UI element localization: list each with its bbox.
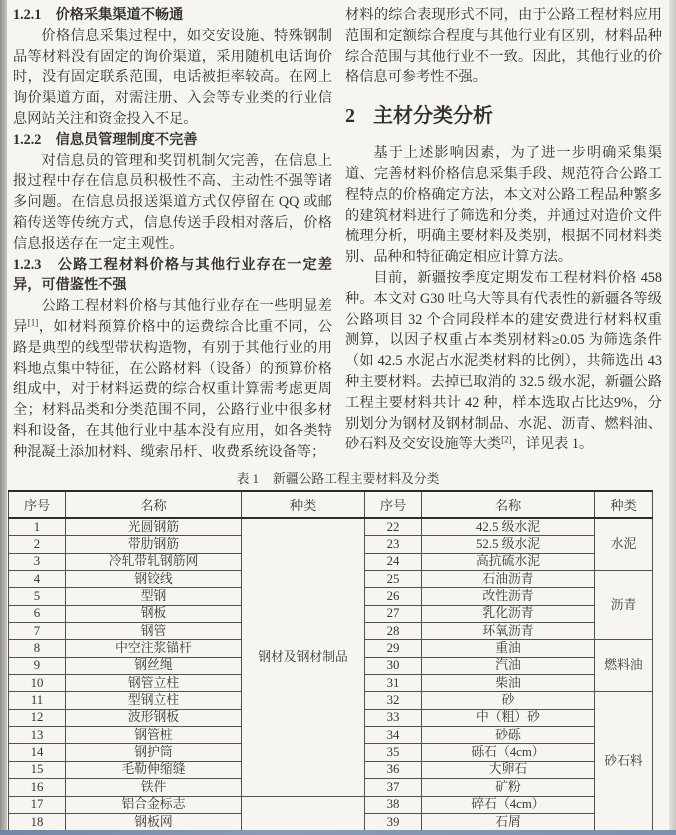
table-cell-no: 33 <box>365 709 422 726</box>
table-cell-name: 钢板网 <box>66 813 242 830</box>
table-cell-name: 型钢 <box>66 588 242 605</box>
para-text: 公路工程材料价格与其他行业存在一些明显差异 <box>13 298 332 335</box>
table-cell-no: 18 <box>9 813 66 830</box>
right-column <box>345 5 662 455</box>
table-cell-name: 汽油 <box>422 657 595 674</box>
table-header-cell: 名称 <box>422 491 595 518</box>
table-cell-no: 27 <box>365 605 422 622</box>
table-cell-no: 8 <box>9 640 66 657</box>
table-cell-no: 5 <box>9 588 66 605</box>
para-text: 目前，新疆按季度定期发布工程材料价格 458 种。本文对 G30 吐乌大等具有代表性的新疆各等级公路项目 32 个合同段样本的建安费进行材料权重测算，以因子权重占本类别材料≥0.05 为筛选条件（如 42.5 水泥占水泥类材料的比例），共筛选出 43 种主要材料。去掉已取消的 32.5 级水泥，新疆公路工程主要材料共计 42 种，样本选取占比达9%，分别划分为钢材及钢材制品、水泥、沥青、燃料油、砂石料及交安设施等大类 <box>345 269 662 453</box>
table-cell-name: 铁件 <box>66 779 242 796</box>
table-body <box>9 518 653 831</box>
table-row <box>9 518 653 536</box>
table-cell-name: 砾石（4cm） <box>422 744 595 761</box>
table-cell-no: 7 <box>9 623 66 640</box>
table-cell-category: 水泥 <box>595 518 653 571</box>
table-cell-name: 中空注浆锚杆 <box>66 640 242 657</box>
table-cell-no: 31 <box>365 675 422 692</box>
table-cell-no: 12 <box>9 709 66 726</box>
citation-ref-2: [2] <box>501 434 512 445</box>
table-cell-no: 36 <box>365 761 422 778</box>
table-cell-name: 钢管立柱 <box>66 675 242 692</box>
table-cell-no: 38 <box>365 796 422 813</box>
table-header-row <box>9 491 653 518</box>
para-section2-2 <box>345 268 662 455</box>
para-continuation: 材料的综合表现形式不同，由于公路工程材料应用范围和定额综合程度与其他行业有区别，材料品种综合范围与其他行业不一致。因此，其他行业的价格信息可参考性不强。 <box>345 7 662 86</box>
materials-table <box>8 490 653 831</box>
table-cell-no: 13 <box>9 727 66 744</box>
table-cell-category: 燃料油 <box>595 640 653 692</box>
table-cell-no: 28 <box>365 623 422 640</box>
table-cell-no: 24 <box>365 553 422 570</box>
table-title <box>0 468 676 487</box>
table-cell-no: 26 <box>365 588 422 605</box>
table-cell-name: 中（粗）砂 <box>422 709 595 726</box>
table-cell-name: 钢管 <box>66 623 242 640</box>
table-cell-name: 砂砾 <box>422 727 595 744</box>
scan-edge-left <box>0 0 7 835</box>
table-cell-no: 9 <box>9 657 66 674</box>
table-cell-name: 42.5 级水泥 <box>422 518 595 536</box>
section-title: 主材分类分析 <box>373 105 493 128</box>
table-cell-no: 25 <box>365 571 422 588</box>
table-cell-name: 冷轧带轧钢筋网 <box>66 553 242 570</box>
heading-1-2-3: 1.2.3 公路工程材料价格与其他行业存在一定差异，可借鉴性不强 <box>13 256 332 294</box>
table-header-cell: 序号 <box>365 491 422 518</box>
table-cell-name: 乳化沥青 <box>422 605 595 622</box>
table-cell-name: 碎石（4cm） <box>422 796 595 813</box>
para-text: ，详见表 1。 <box>511 436 594 453</box>
table-cell-no: 14 <box>9 744 66 761</box>
table-row <box>9 796 653 813</box>
table-cell-no: 23 <box>365 536 422 553</box>
table-title-label: 表 1 <box>236 472 260 486</box>
selection-band <box>0 830 676 835</box>
table-cell-name: 柴油 <box>422 675 595 692</box>
table-header-cell: 名称 <box>66 491 242 518</box>
para-1-2-2: 对信息员的管理和奖罚机制欠完善，在信息上报过程中存在信息员积极性不高、主动性不强等诸多问题。在信息员报送渠道方式仅停留在 QQ 或邮箱传送等传统方式，信息传送手段相对落后，价格信息报送存在一定主观性。 <box>13 152 332 252</box>
left-column <box>13 5 332 463</box>
scan-edge-right <box>669 0 676 835</box>
table-cell-no: 4 <box>9 571 66 588</box>
table-cell-no: 30 <box>365 657 422 674</box>
table-cell-name: 高抗硫水泥 <box>422 553 595 570</box>
table-cell-name: 光圆钢筋 <box>66 518 242 536</box>
table-cell-name: 毛勒伸缩缝 <box>66 761 242 778</box>
table-cell-no: 34 <box>365 727 422 744</box>
table-cell-no: 37 <box>365 779 422 796</box>
heading-1-2-1: 1.2.1 价格采集渠道不畅通 <box>13 7 184 23</box>
table-cell-name: 环氧沥青 <box>422 623 595 640</box>
table-cell-no: 22 <box>365 518 422 536</box>
table-cell-name: 钢铰线 <box>66 571 242 588</box>
para-text: ，如材料预算价格中的运费综合比重不同，公路是典型的线型带状构造物，有别于其他行业的用料地点集中特征，在公路材料（设备）的预算价格组成中，对于材料运费的综合权重计算需考虑更周全；材料品类和分类范围不同，公路行业中很多材料和设备，在其他行业中基本没有应用，如各类特种混凝土添加材料、缆索吊杆、收费系统设备等； <box>13 318 332 460</box>
table-cell-no: 3 <box>9 553 66 570</box>
table-cell-name: 大卵石 <box>422 761 595 778</box>
table-cell-no: 17 <box>9 796 66 813</box>
section-heading-2 <box>345 101 662 131</box>
table-cell-no: 11 <box>9 692 66 709</box>
para-section2-1: 基于上述影响因素，为了进一步明确采集渠道、完善材料价格信息采集手段、规范符合公路工程特点的价格确定方法，本文对公路工程品种繁多的建筑材料进行了筛选和分类，并通过对造价文件梳理分析，明确主要材料及类别，根据不同材料类别、品种和特征确定相应计算方法。 <box>345 145 662 266</box>
table-title-text: 新疆公路工程主要材料及分类 <box>273 472 440 486</box>
para-1-2-1: 价格信息采集过程中，如交安设施、特殊钢制品等材料没有固定的询价渠道，采用随机电话询价时，没有固定联系范围，电话被拒率较高。在网上询价渠道方面，对需注册、入会等专业类的行业信息网站关注和资金投入不足。 <box>13 27 332 127</box>
table-cell-name: 钢丝绳 <box>66 657 242 674</box>
table-cell-name: 重油 <box>422 640 595 657</box>
table-cell-name: 改性沥青 <box>422 588 595 605</box>
table-cell-name: 石屑 <box>422 813 595 830</box>
table-cell-no: 35 <box>365 744 422 761</box>
table-cell-no: 15 <box>9 761 66 778</box>
table-cell-no: 39 <box>365 813 422 830</box>
table-cell-category: 钢材及钢材制品 <box>242 518 365 796</box>
section-number: 2 <box>345 105 355 128</box>
table-cell-category: 沥青 <box>595 571 653 640</box>
table-cell-name: 带肋钢筋 <box>66 536 242 553</box>
table-cell-no: 16 <box>9 779 66 796</box>
heading-1-2-2: 1.2.2 信息员管理制度不完善 <box>13 131 198 148</box>
table-cell-no: 29 <box>365 640 422 657</box>
table-cell-name: 钢护筒 <box>66 744 242 761</box>
citation-ref-1: [1] <box>27 317 39 328</box>
table-header-cell: 种类 <box>595 491 653 518</box>
table-header-cell: 序号 <box>9 491 66 518</box>
table-cell-name: 砂 <box>422 692 595 709</box>
table-cell-name: 铝合金标志 <box>66 796 242 813</box>
table-cell-no: 1 <box>9 518 66 536</box>
table-cell-name: 钢板 <box>66 605 242 622</box>
table-cell-category <box>242 796 365 831</box>
table-cell-name: 52.5 级水泥 <box>422 536 595 553</box>
table-cell-no: 10 <box>9 675 66 692</box>
table-header-cell: 种类 <box>242 491 365 518</box>
table-cell-name: 石油沥青 <box>422 571 595 588</box>
table-cell-name: 型钢立柱 <box>66 692 242 709</box>
table-cell-no: 32 <box>365 692 422 709</box>
para-1-2-3 <box>13 296 332 462</box>
table-cell-no: 6 <box>9 605 66 622</box>
table-head <box>9 491 653 518</box>
table-cell-no: 2 <box>9 536 66 553</box>
table-cell-category: 砂石料 <box>595 692 653 831</box>
table-cell-name: 钢管桩 <box>66 727 242 744</box>
table-cell-name: 波形钢板 <box>66 709 242 726</box>
table-cell-name: 矿粉 <box>422 779 595 796</box>
